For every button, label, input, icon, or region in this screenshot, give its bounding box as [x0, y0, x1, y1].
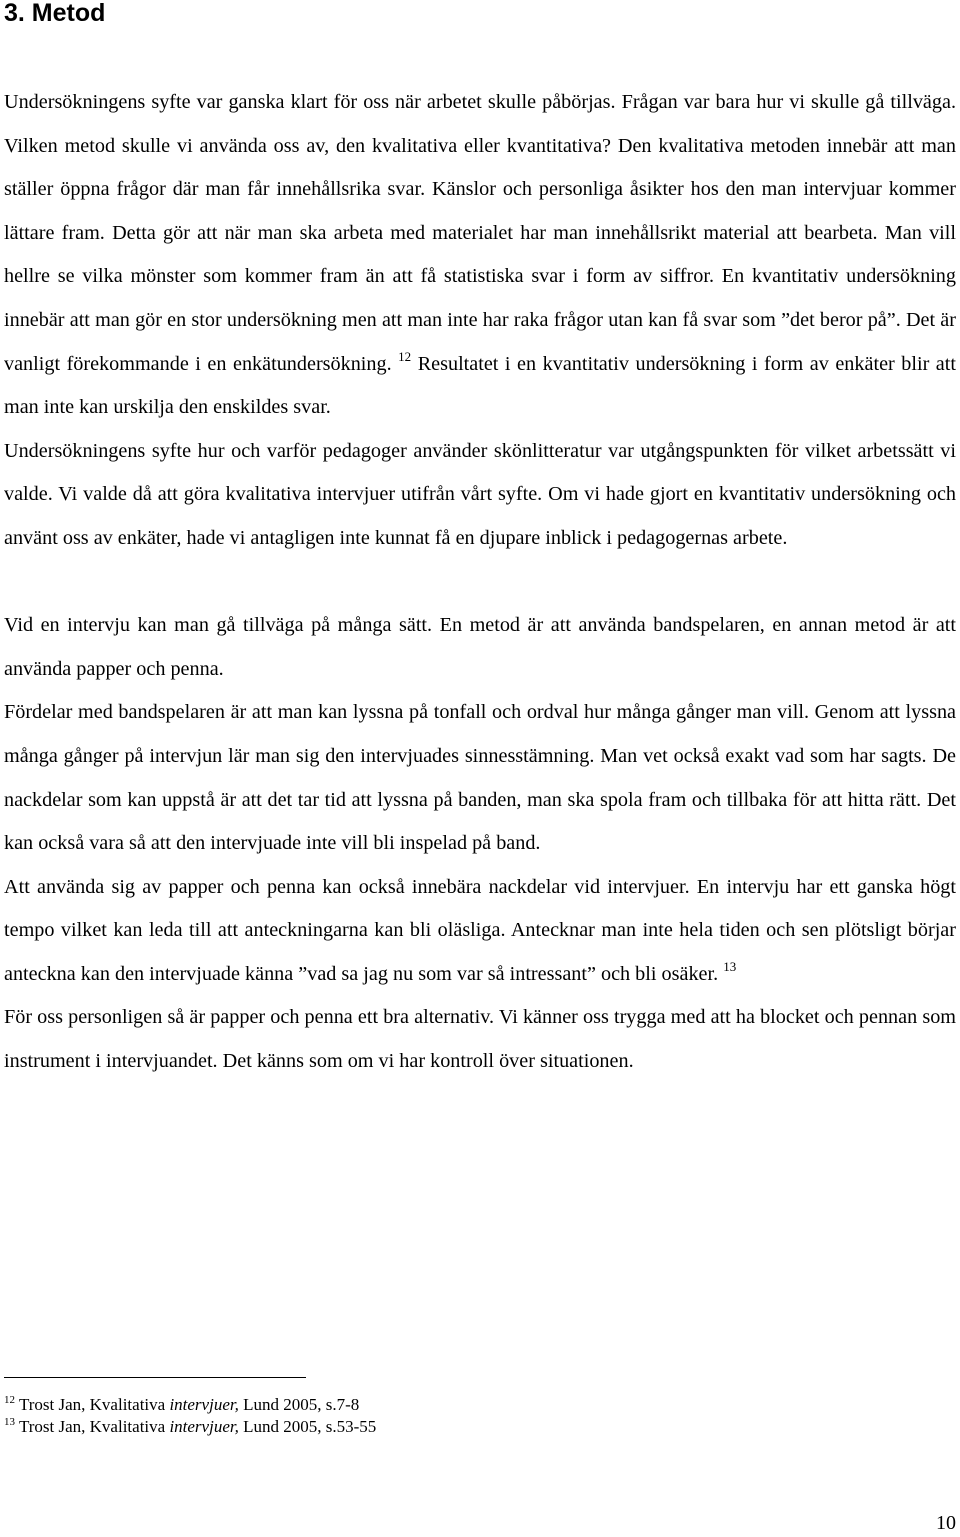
body-text: [4, 81, 956, 1084]
footnote-reference: 12: [398, 348, 412, 364]
paragraph-paper-pen: [4, 866, 956, 997]
footnote-title-italic: intervjuer,: [169, 1395, 239, 1414]
footnote: [4, 1416, 944, 1438]
footnote-number: 13: [4, 1416, 15, 1428]
footnote-reference: 13: [723, 958, 737, 974]
paragraph-method-choice: [4, 81, 956, 430]
paragraph-text: Undersökningens syfte var ganska klart för oss när arbetet skulle påbörjas. Frågan var bara hur vi skulle gå tillväga. Vilken metod skulle vi använda oss av, den kvalitativa eller kvantitativa? Den kvalitativa metoden innebär att man ställer öppna frågor där man får innehållsrika svar. Känslor och personliga åsikter hos den man intervjuar kommer lättare fram. Detta gör att när man ska arbeta med materialet har man innehållsrikt material att bearbeta. Man vill hellre se vilka mönster som kommer fram än att få statistiska svar i form av siffror. En kvantitativ undersökning innebär att man gör en stor undersökning men att man inte har raka frågor utan kan få svar som ”det beror på”. Det är vanligt förekommande i en enkätundersökning.: [4, 91, 956, 375]
paragraph-text: Vid en intervju kan man gå tillväga på många sätt. En metod är att använda bandspelaren, en annan metod är att använda papper och penna.: [4, 614, 956, 680]
footnote-text: Lund 2005, s.7-8: [238, 1395, 360, 1414]
footnotes: [4, 1394, 944, 1438]
footnote-text: Trost Jan, Kvalitativa: [18, 1417, 170, 1436]
paragraph-interview-ways: [4, 604, 956, 691]
paragraph-purpose: [4, 430, 956, 561]
footnote-text: Lund 2005, s.53-55: [238, 1417, 377, 1436]
paragraph-text: För oss personligen så är papper och penna ett bra alternativ. Vi känner oss trygga med att ha blocket och pennan som instrument i intervjuandet. Det känns som om vi har kontroll över situationen.: [4, 1006, 956, 1073]
footnote-title-italic: intervjuer,: [169, 1417, 239, 1436]
footnote: [4, 1394, 944, 1416]
footnote-separator: [4, 1377, 306, 1378]
paragraph-conclusion: [4, 996, 956, 1083]
paragraph-text: Att använda sig av papper och penna kan också innebära nackdelar vid intervjuer. En intervju har ett ganska högt tempo vilket kan leda till att anteckningarna kan bli oläsliga. Antecknar man inte hela tiden och sen plötsligt börjar anteckna kan den intervjuade känna ”vad sa jag nu som var så intressant” och bli osäker.: [4, 875, 956, 985]
paragraph-text: Undersökningens syfte hur och varför pedagoger använder skönlitteratur var utgångspunkten för vilket arbetssätt vi valde. Vi valde då att göra kvalitativa intervjuer utifrån vårt syfte. Om vi hade gjort en kvantitativ undersökning och använt oss av enkäter, hade vi antagligen inte kunnat få en djupare inblick i pedagogernas arbete.: [4, 439, 956, 549]
footnote-text: Trost Jan, Kvalitativa: [18, 1395, 170, 1414]
paragraph-text: Fördelar med bandspelaren är att man kan lyssna på tonfall och ordval hur många gånger man vill. Genom att lyssna många gånger på intervjun lär man sig den intervjuades sinnesstämning. Man vet också exakt vad som har sagts. De nackdelar som kan uppstå är att det tar tid att lyssna på banden, man ska spola fram och tillbaka för att hitta rätt. Det kan också vara så att den intervjuade inte vill bli inspelad på band.: [4, 701, 956, 855]
section-heading: 3. Metod: [4, 0, 106, 27]
paragraph-text: Resultatet i en kvantitativ undersökning i form av enkäter blir att man inte kan urskilja den enskildes svar.: [4, 352, 956, 419]
paragraph-tape-recorder: [4, 691, 956, 865]
footnote-number: 12: [4, 1394, 15, 1406]
page-number: 10: [936, 1512, 956, 1534]
